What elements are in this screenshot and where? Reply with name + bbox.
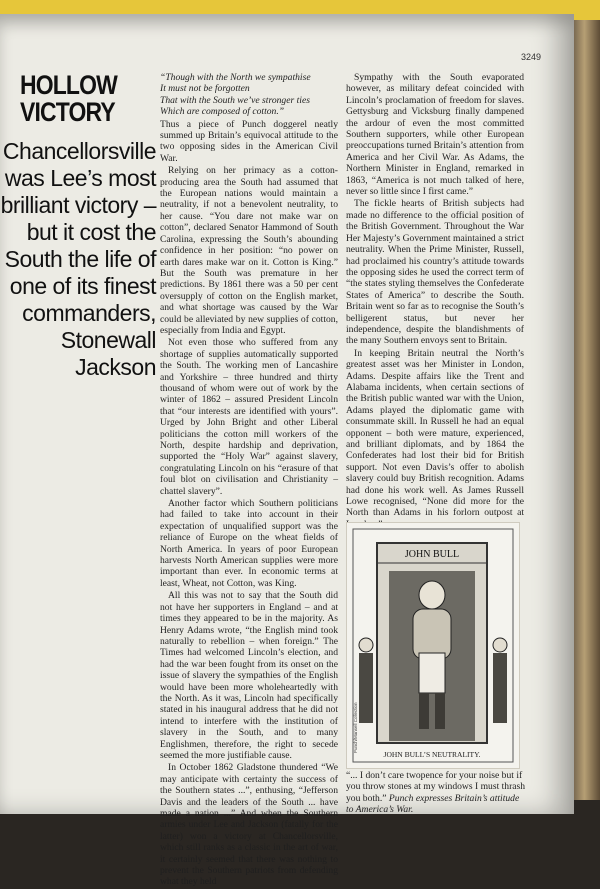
headline-line-2: VICTORY bbox=[20, 97, 115, 127]
photo-credit: Punch/Mansell Collection bbox=[353, 702, 358, 753]
cartoon-title: JOHN BULL’S NEUTRALITY. bbox=[383, 750, 481, 759]
paragraph: All this was not to say that the South did not have her supporters in England – and at times they appeared to be in the majority. As Henry Adams wrote, “the English mind took naturally to rebellion – when foreign.” The Times had welcomed Lincoln’s election, and had the war been fought from its onset on the issue of slavery the sympathies of the English would have been more wholeheartedly with the North. As it was, Lincoln had specifically stated in his inaugural address that he did not intend to interfere with the institution of slavery in the South, and to many Englishmen, therefore, the right to secede seemed the more justifiable cause. bbox=[160, 590, 338, 761]
verse-line: “Though with the North we sympathise bbox=[160, 72, 311, 83]
standfirst: Chancellorsville was Lee’s most brilliant victory – but it cost the South the life of one of its finest commanders, Stonewall Jackson bbox=[0, 138, 156, 380]
verse-line: That with the South we’ve stronger ties bbox=[160, 94, 310, 106]
right-figure bbox=[493, 653, 507, 723]
paragraph: Another factor which Southern politicians had failed to take into account in their expectation of unqualified support was the reliance of Europe on the wheat fields of North America. In years of poor European harvests North American supplies were more important than ever. In economic terms at least, Wheat, not Cotton, was King. bbox=[160, 498, 338, 589]
verse bbox=[160, 72, 338, 118]
paragraph: In October 1862 Gladstone thundered “We may anticipate with certainty the success of the Southern states ...”, enthusing, “Jefferson Davis and the leaders of the South ... have made a nation ...” And when the Southern armies under Lee and Jackson (fatally for the latter) won a victory at Chancellorsville, which still ranks as a classic in the art of war, it certainly seemed that there was nothing to prevent the Southern patriots from defending what they held bbox=[160, 762, 338, 888]
article-column-2 bbox=[346, 72, 524, 531]
book-page-edges bbox=[574, 20, 600, 800]
caption-quote: “... I don’t care twopence for your noise but if you throw stones at my windows I must thrash you both.” bbox=[346, 770, 526, 804]
caption-source: Punch expresses Britain’s attitude to America’s War. bbox=[346, 792, 520, 816]
paragraph: Not even those who suffered from any shortage of supplies automatically supported the South. The working men of Lancashire and Yorkshire – three hundred and thirty thousand of whom were out of work by the winter of 1862 – assured President Lincoln that “our interests are identified with yours”. Urged by John Bright and other Liberal politicians the cotton mill workers of the North, despite hardship and deprivation, supported the “Holy War” against slavery, congratulating Lincoln on his “erasure of that foul blot on civilisation and Christianity – chattel slavery”. bbox=[160, 337, 338, 497]
left-figure bbox=[359, 653, 373, 723]
page-number: 3249 bbox=[521, 52, 542, 62]
headline bbox=[20, 72, 139, 126]
paragraph: Relying on her primacy as a cotton-producing area the South had assumed that the European nations would maintain a neutrality, if not a benevolent neutrality, to her cause. “You dare not make war on cotton”, declared Senator Hammond of South Carolina, expressing the South’s abounding confidence in her position: “no power on earth dares make war on it. Cotton is King.” But the South was premature in her predictions. By 1861 there was a 50 per cent oversupply of cotton on the English market, and what shortage was caused by the War could be alleviated by new supplies of cotton, especially from India and Egypt. bbox=[160, 165, 338, 336]
verse-line: It must not be forgotten bbox=[160, 83, 250, 95]
cartoon-illustration bbox=[347, 523, 519, 768]
paragraph: Sympathy with the South evaporated however, as military defeat coincided with Lincoln’s proclamation of freedom for slaves. Gettysburg and Vicksburg finally dampened the ardour of even the most committed Southern supporters, while other European preoccupations turned Britain’s attention from America and her Civil War. As Adams, the Northern Minister in England, remarked in 1863, “America is not much talked of here, never so little since I first came.” bbox=[346, 72, 524, 198]
paragraph: In keeping Britain neutral the North’s greatest asset was her Minister in London, Adams. Despite affairs like the Trent and Alabama incidents, when certain sections of the British public wanted war with the Union, Adams played the diplomatic game with consummate skill. In Russell he had an equal opponent – both were mature, experienced, and brilliant diplomats, and by 1864 the Confederates had lost their bid for British support. Not even Davis’s offer to abolish slavery could buy British recognition. Adams had done his work well. As James Russell Lowe recognised, “None did more for the North than Adams in his forlorn outpost at bbox=[346, 347, 524, 519]
paragraph: Thus a piece of Punch doggerel neatly summed up Britain’s equivocal attitude to the two opposing sides in the American Civil War. bbox=[160, 118, 338, 164]
headline-line-1: HOLLOW bbox=[20, 70, 117, 100]
magazine-page bbox=[0, 14, 574, 888]
verse-line: Which are composed of cotton.” bbox=[160, 106, 285, 118]
cartoon-sign: JOHN BULL bbox=[404, 549, 460, 560]
cartoon-caption bbox=[346, 770, 526, 816]
article-column-1 bbox=[160, 72, 338, 889]
title-column bbox=[0, 58, 160, 381]
john-bull-cartoon bbox=[346, 522, 520, 769]
paragraph: The fickle hearts of British subjects had made no difference to the official position of the British Government. Throughout the War Her Majesty’s Government maintained a strict neutrality. When the Prime Minister, Russell, had proclaimed his country’s attitude towards the opposing sides he used the correct term of “the states styling themselves the Confederate States of America” to describe the South. Britain went so far as to recognise the South’s belligerent status, but never her independence, despite the blandishments of the many Southern envoys sent to Britain. bbox=[346, 198, 524, 347]
